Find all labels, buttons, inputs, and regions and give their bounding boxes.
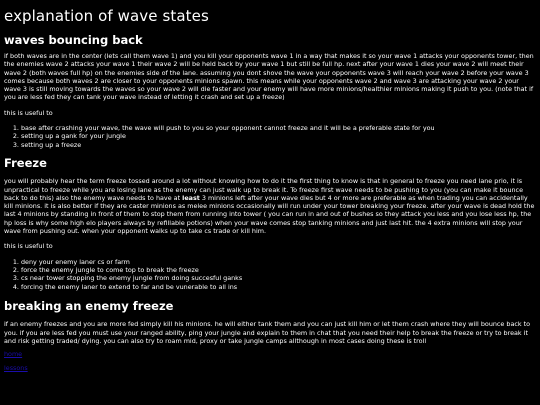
freeze-paragraph <box>4 177 536 235</box>
freeze-list <box>4 258 536 292</box>
bouncing-useful-label: this is useful to <box>4 108 53 117</box>
page-title: explanation of wave states <box>4 7 209 25</box>
freeze-paragraph-bold: least <box>182 193 200 202</box>
freeze-useful-label: this is useful to <box>4 242 53 251</box>
list-item: 1. base after crashing your wave, the wave will push to you so your opponent cannot freeze and it will be a preferable state for you <box>21 124 536 132</box>
freeze-paragraph-part-2: 3 minions left after your wave dies but 4 or more are preferable as when trading you can accidentally kill minions. it is also better if they are caster minions as melee minions occasionally will run under your tower breaking your freeze. after your wave is dead hold the last 4 minions by standing in front of them to stop them from running into tower ( you can run in and out of bushes so they attack you less and you lose less hp, the hp loss is why some high elo players always by refillable potions) when your wave comes stop tanking minions and just last hit. the 4 extra minions will stop your wave from pushing out. when your opponent walks up to take cs trade or kill him. <box>4 193 535 236</box>
home-link[interactable]: home <box>4 350 23 359</box>
breaking-paragraph: if an enemy freezes and you are more fed simply kill his minions. he will either tank them and you can just kill him or let them crash where they will bounce back to you. if you are less fed you must use your ranged ability, ping your jungle and explain to them in chat that you need their help to break the freeze or try to break it and risk getting traded/ dying. you can also try to roam mid, proxy or take jungle camps allthough in most cases doing these is troll <box>4 320 531 345</box>
section-heading-bouncing: waves bouncing back <box>4 33 143 47</box>
freeze-paragraph-part-1: you will probably hear the term freeze tossed around a lot without knowing how to do it the first thing to know is that in general to freeze you need lane prio, it is unpractical to freeze while you are losing lane as the enemy can just walk up to break it. To freeze first wave needs to be pushing to you (you can make it bounce back to do this) also the enemy wave needs to have at <box>4 177 523 202</box>
list-item: 2. force the enemy jungle to come top to break the freeze <box>21 266 536 274</box>
list-item: 1. deny your enemy laner cs or farm <box>21 258 536 266</box>
lessons-link[interactable]: lessons <box>4 364 28 373</box>
page-content <box>4 0 536 373</box>
list-item: 3. setting up a freeze <box>21 141 536 149</box>
list-item: 3. cs near tower stopping the enemy jungle from doing succesful ganks <box>21 274 536 282</box>
list-item: 4. forcing the enemy laner to extend to far and be vunerable to all ins <box>21 283 536 291</box>
section-heading-breaking: breaking an enemy freeze <box>4 299 174 314</box>
section-heading-freeze: Freeze <box>4 156 47 171</box>
section-waves-bouncing <box>4 33 536 149</box>
section-breaking-freeze <box>4 299 536 345</box>
bouncing-list <box>4 124 536 149</box>
section-freeze <box>4 156 536 291</box>
list-item: 2. setting up a gank for your jungle <box>21 132 536 140</box>
bouncing-paragraph: if both waves are in the center (lets call them wave 1) and you kill your opponents wave 1 in a way that makes it so your wave 1 attacks your opponents tower, then the enemies wave 2 attacks your wave 1 their wave 2 will be held back by your wave 1 but still be full hp. next after your wave 1 dies your wave 2 will meet their wave 2 (both waves full hp) on the enemies side of the lane. assuming you dont shove the wave your opponents wave 3 will reach your wave 2 before your wave 3 comes because both waves 2 are closer to your opponents minions spawn. this means while your opponents wave 2 and wave 3 are attacking your wave 2 your wave 3 is still moving towards the waves so your wave 2 will die faster and your enemy will have more minions/healthier minions making it push to you. (note that if you are less fed they can tank your wave instead of letting it crash and set up a freeze) <box>4 52 534 102</box>
